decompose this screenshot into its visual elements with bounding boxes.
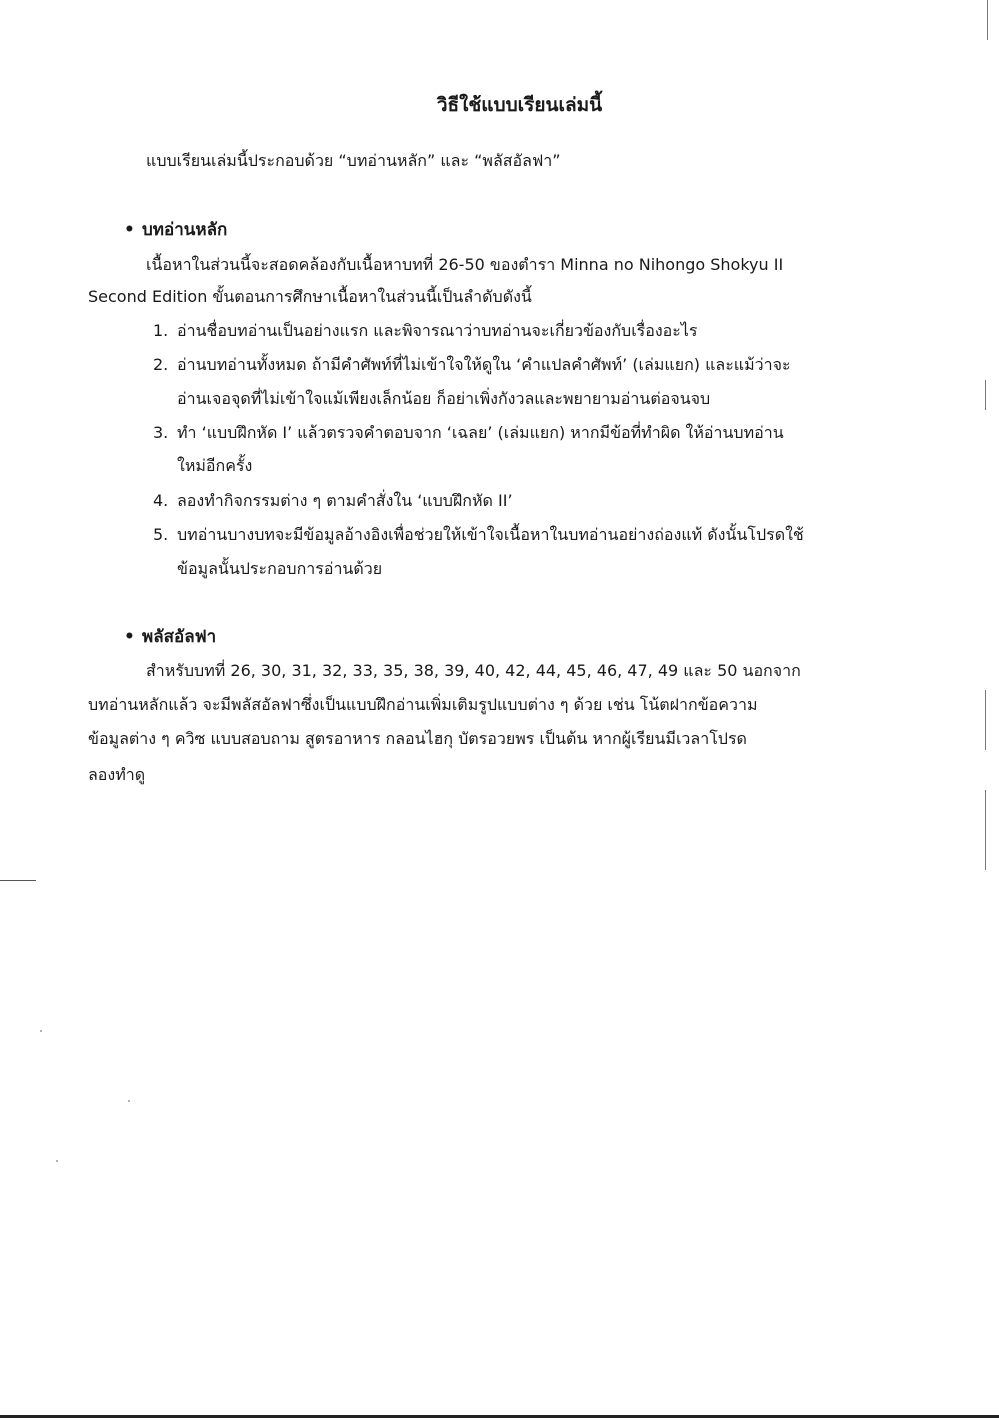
section-heading-plus-alpha (124, 625, 216, 649)
list-item-text: อ่านชื่อบทอ่านเป็นอย่างแรก และพิจารณาว่าบทอ่านจะเกี่ยวข้องกับเรื่องอะไร (177, 321, 698, 340)
list-item-text: บทอ่านบางบทจะมีข้อมูลอ้างอิงเพื่อช่วยให้เข้าใจเนื้อหาในบทอ่านอย่างถ่องแท้ ดังนั้นโปรดใช้ (177, 525, 804, 544)
list-item (153, 490, 513, 512)
bullet-icon: • (124, 220, 135, 240)
list-item (153, 422, 784, 444)
scan-edge-mark (985, 790, 986, 870)
scan-edge-mark (985, 380, 986, 410)
list-item-number: 1. (153, 321, 169, 340)
list-item-number: 5. (153, 525, 169, 544)
scan-speck (40, 1030, 42, 1032)
list-item-number: 2. (153, 355, 169, 374)
scan-edge-mark (985, 690, 986, 750)
section1-paragraph-line1: เนื้อหาในส่วนนี้จะสอดคล้องกับเนื้อหาบทที่ 26-50 ของตำรา Minna no Nihongo Shokyu II (146, 255, 784, 274)
bullet-icon: • (124, 627, 135, 647)
list-item-continuation: ใหม่อีกครั้ง (177, 456, 253, 475)
section-heading-main-reading (124, 218, 227, 242)
list-item-text: ลองทำกิจกรรมต่าง ๆ ตามคำสั่งใน ‘แบบฝึกหัด II’ (177, 491, 513, 510)
intro-text: แบบเรียนเล่มนี้ประกอบด้วย “บทอ่านหลัก” และ “พลัสอัลฟา” (146, 151, 561, 170)
list-item (153, 354, 791, 376)
section1-paragraph-line2: Second Edition ขั้นตอนการศึกษาเนื้อหาในส่วนนี้เป็นลำดับดังนี้ (88, 287, 532, 306)
section2-paragraph-line: ข้อมูลต่าง ๆ ควิซ แบบสอบถาม สูตรอาหาร กลอนไฮกุ บัตรอวยพร เป็นต้น หากผู้เรียนมีเวลาโปรด (88, 729, 747, 748)
list-item-text: อ่านบทอ่านทั้งหมด ถ้ามีคำศัพท์ที่ไม่เข้าใจให้ดูใน ‘คำแปลคำศัพท์’ (เล่มแยก) และแม้ว่าจะ (177, 355, 791, 374)
section2-paragraph-line: ลองทำดู (88, 765, 146, 784)
section-heading-label: พลัสอัลฟา (142, 627, 217, 647)
scan-edge-mark (987, 0, 988, 40)
section2-paragraph-line: บทอ่านหลักแล้ว จะมีพลัสอัลฟาซึ่งเป็นแบบฝึกอ่านเพิ่มเติมรูปแบบต่าง ๆ ด้วย เช่น โน้ตฝากข้อความ (88, 695, 758, 714)
section2-paragraph-line: สำหรับบทที่ 26, 30, 31, 32, 33, 35, 38, 39, 40, 42, 44, 45, 46, 47, 49 และ 50 นอกจาก (146, 661, 801, 680)
scan-speck (128, 1100, 130, 1102)
scan-edge-mark (0, 880, 36, 881)
list-item-continuation: ข้อมูลนั้นประกอบการอ่านด้วย (177, 559, 383, 578)
list-item-text: ทำ ‘แบบฝึกหัด I’ แล้วตรวจคำตอบจาก ‘เฉลย’ (เล่มแยก) หากมีข้อที่ทำผิด ให้อ่านบทอ่าน (177, 423, 784, 442)
list-item-number: 4. (153, 491, 169, 510)
page-title: วิธีใช้แบบเรียนเล่มนี้ (436, 94, 603, 116)
list-item (153, 320, 698, 342)
section-heading-label: บทอ่านหลัก (142, 220, 228, 240)
list-item (153, 524, 804, 546)
list-item-continuation: อ่านเจอจุดที่ไม่เข้าใจแม้เพียงเล็กน้อย ก็อย่าเพิ่งกังวลและพยายามอ่านต่อจนจบ (177, 389, 711, 408)
scan-speck (56, 1160, 58, 1162)
list-item-number: 3. (153, 423, 169, 442)
